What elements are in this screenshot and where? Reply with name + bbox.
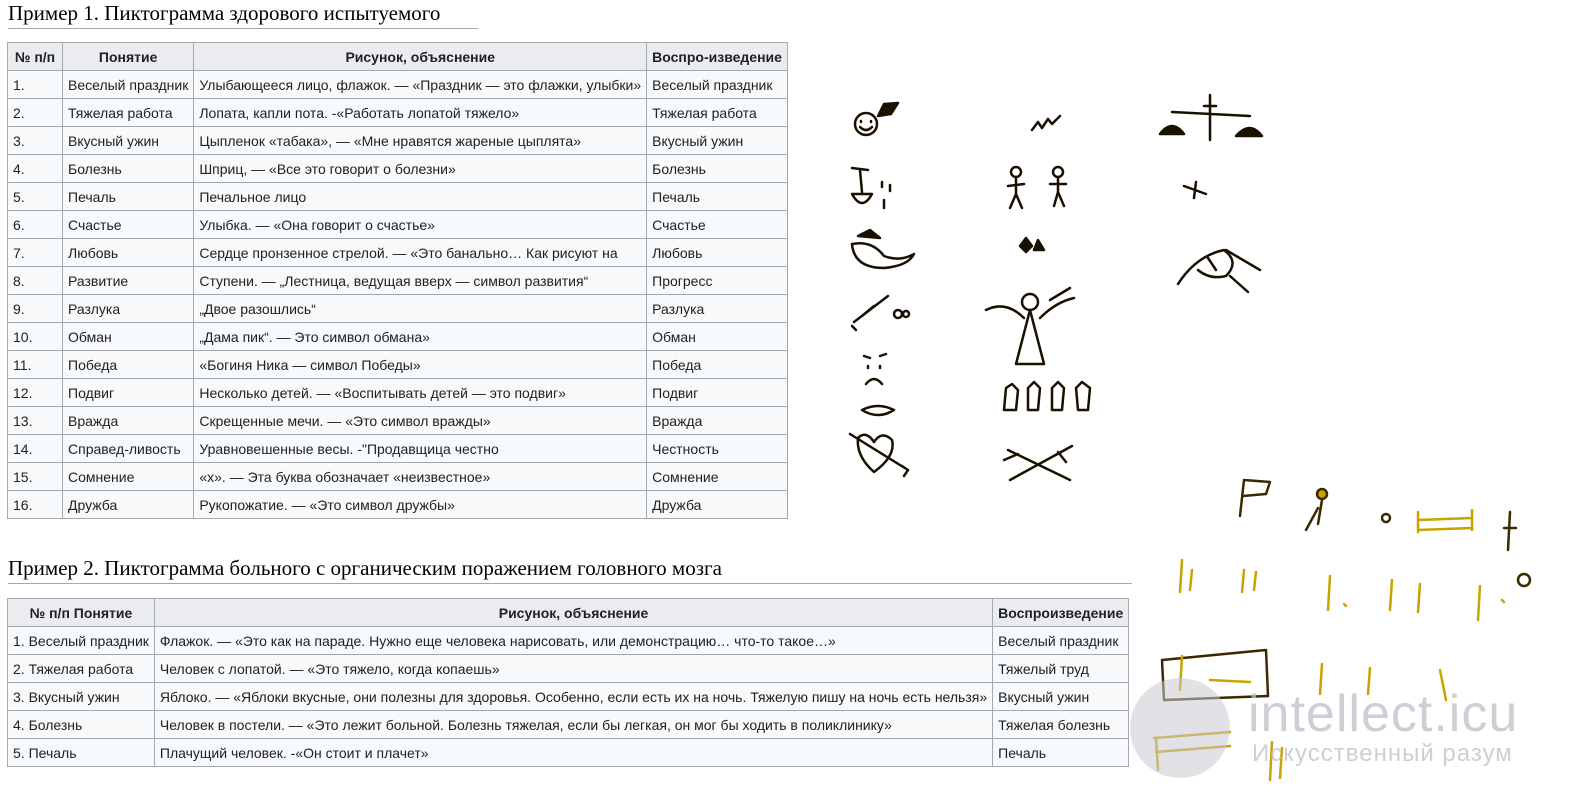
table-cell: «Богиня Ника — символ Победы»	[194, 351, 647, 379]
table-cell: Скрещенные мечи. — «Это символ вражды»	[194, 407, 647, 435]
pictogram-syringe	[852, 296, 909, 330]
pictogram-heart-arrow	[850, 434, 908, 476]
table-cell: 5. Печаль	[8, 739, 155, 767]
table-cell: Обман	[63, 323, 194, 351]
table-cell: 11.	[8, 351, 63, 379]
table-cell: 3.	[8, 127, 63, 155]
col-header-number: № п/п	[8, 43, 63, 71]
pictogram-shovel	[852, 168, 890, 208]
pictogram-x-letter	[1184, 182, 1206, 198]
table-cell: 6.	[8, 211, 63, 239]
table-cell: Вкусный ужин	[993, 683, 1129, 711]
table-cell: 16.	[8, 491, 63, 519]
table-cell: Человек в постели. — «Это лежит больной. Болезнь тяжелая, если бы легкая, он мог бы ходить в поликлинику»	[154, 711, 992, 739]
watermark	[1130, 678, 1550, 788]
watermark-logo-icon	[1130, 678, 1230, 778]
table-cell: Несколько детей. — «Воспитывать детей — это подвиг»	[194, 379, 647, 407]
pictogram-people-row	[1180, 560, 1504, 620]
table-cell: Уравновешенные весы. -"Продавщица честно	[194, 435, 647, 463]
table-cell: 1.	[8, 71, 63, 99]
watermark-tagline: Искусственный разум	[1252, 740, 1513, 767]
col-header-concept: Понятие	[63, 43, 194, 71]
table-cell: Печаль	[647, 183, 788, 211]
table-cell: 9.	[8, 295, 63, 323]
example1-title: Пример 1. Пиктограмма здорового испытуемого	[8, 0, 478, 29]
table-cell: Подвиг	[647, 379, 788, 407]
table-cell: Развитие	[63, 267, 194, 295]
table-cell: 8.	[8, 267, 63, 295]
table-cell: Тяжелая болезнь	[993, 711, 1129, 739]
table-cell: 3. Вкусный ужин	[8, 683, 155, 711]
table-cell: Болезнь	[63, 155, 194, 183]
table-cell: Сомнение	[63, 463, 194, 491]
table-cell: Сомнение	[647, 463, 788, 491]
table-cell: Разлука	[647, 295, 788, 323]
table-cell: Болезнь	[647, 155, 788, 183]
table-cell: 2. Тяжелая работа	[8, 655, 155, 683]
pictogram-smile-lips	[862, 406, 894, 415]
pictogram-crossed-swords	[1004, 446, 1072, 480]
table-cell: Ступени. — „Лестница, ведущая вверх — символ развития“	[194, 267, 647, 295]
col-header-recall: Воспро-изведение	[647, 43, 788, 71]
table-cell: Печальное лицо	[194, 183, 647, 211]
table-cell: Вкусный ужин	[63, 127, 194, 155]
pictogram-man-shovel	[1306, 489, 1327, 530]
table-cell: Прогресс	[647, 267, 788, 295]
pictogram-handshake	[1178, 250, 1260, 292]
table-cell: Тяжелый труд	[993, 655, 1129, 683]
table-cell: 13.	[8, 407, 63, 435]
table-cell: Счастье	[63, 211, 194, 239]
example2-title: Пример 2. Пиктограмма больного с органическим поражением головного мозга	[8, 555, 1132, 584]
table-cell: Честность	[647, 435, 788, 463]
table-cell: Лопата, капли пота. -«Работать лопатой тяжело»	[194, 99, 647, 127]
table-cell: Сердце пронзенное стрелой. — «Это банально… Как рисуют на	[194, 239, 647, 267]
table-cell: «х». — Эта буква обозначает «неизвестное»	[194, 463, 647, 491]
table-cell: Веселый праздник	[993, 627, 1129, 655]
table-cell: Дружба	[647, 491, 788, 519]
watermark-site: intellect.icu	[1248, 685, 1519, 743]
pictogram-sad-face	[864, 354, 886, 384]
table-cell: „Дама пик“. — Это символ обмана»	[194, 323, 647, 351]
table-cell: Веселый праздник	[647, 71, 788, 99]
col-header-drawing: Рисунок, объяснение	[154, 599, 992, 627]
pictogram-angel	[986, 288, 1074, 364]
table-cell: 1. Веселый праздник	[8, 627, 155, 655]
table-cell: Флажок. — «Это как на параде. Нужно еще человека нарисовать, или демонстрацию… что-то такое…»	[154, 627, 992, 655]
table-cell: Победа	[647, 351, 788, 379]
table-cell: 14.	[8, 435, 63, 463]
table-cell: 2.	[8, 99, 63, 127]
table-cell: 5.	[8, 183, 63, 211]
table-cell: Тяжелая работа	[63, 99, 194, 127]
table-cell: Победа	[63, 351, 194, 379]
table-cell: 4.	[8, 155, 63, 183]
table-cell: Любовь	[63, 239, 194, 267]
pictogram-flag	[1240, 480, 1270, 516]
table-cell: Тяжелая работа	[647, 99, 788, 127]
table-cell: Любовь	[647, 239, 788, 267]
table-cell: Веселый праздник	[63, 71, 194, 99]
table-cell: Человек с лопатой. — «Это тяжело, когда копаешь»	[154, 655, 992, 683]
table-cell: 7.	[8, 239, 63, 267]
pictogram-zigzag	[1032, 116, 1060, 130]
pictogram-spade-card	[1020, 238, 1044, 252]
table-cell: Шприц, — «Все это говорит о болезни»	[194, 155, 647, 183]
table-cell: Обман	[647, 323, 788, 351]
table-cell: „Двое разошлись“	[194, 295, 647, 323]
table-cell: Справед-ливость	[63, 435, 194, 463]
pictogram-two-people	[1008, 167, 1066, 208]
pictogram-chicken	[852, 230, 914, 268]
col-header-recall: Воспроизведение	[993, 599, 1129, 627]
col-header-drawing: Рисунок, объяснение	[194, 43, 647, 71]
table-cell: Улыбка. — «Она говорит о счастье»	[194, 211, 647, 239]
table-cell: Печаль	[993, 739, 1129, 767]
col-header-number-concept: № п/п Понятие	[8, 599, 155, 627]
pictogram-bed	[1418, 510, 1472, 532]
pictogram-apple	[1382, 514, 1390, 522]
table-cell: Подвиг	[63, 379, 194, 407]
table-cell: Счастье	[647, 211, 788, 239]
pictogram-crying-man	[1504, 512, 1516, 550]
pictogram-smile-flag	[855, 103, 898, 135]
table-cell: Печаль	[63, 183, 194, 211]
table-cell: 12.	[8, 379, 63, 407]
table-cell: Вкусный ужин	[647, 127, 788, 155]
table-cell: 10.	[8, 323, 63, 351]
table-cell: Цыпленок «табака», — «Мне нравятся жареные цыплята»	[194, 127, 647, 155]
table-cell: Вражда	[63, 407, 194, 435]
table-cell: 15.	[8, 463, 63, 491]
table-cell: Вражда	[647, 407, 788, 435]
table-cell: Плачущий человек. -«Он стоит и плачет»	[154, 739, 992, 767]
table-cell: 4. Болезнь	[8, 711, 155, 739]
table-cell: Яблоко. — «Яблоки вкусные, они полезны для здоровья. Особенно, если есть их на ночь. Тяжелую пишу на ночь есть нельзя»	[154, 683, 992, 711]
pictogram-scales	[1160, 95, 1262, 140]
pictogram-children	[1004, 382, 1090, 410]
table-cell: Разлука	[63, 295, 194, 323]
table-cell: Рукопожатие. — «Это символ дружбы»	[194, 491, 647, 519]
table-cell: Улыбающееся лицо, флажок. — «Праздник — это флажки, улыбки»	[194, 71, 647, 99]
table-cell: Дружба	[63, 491, 194, 519]
